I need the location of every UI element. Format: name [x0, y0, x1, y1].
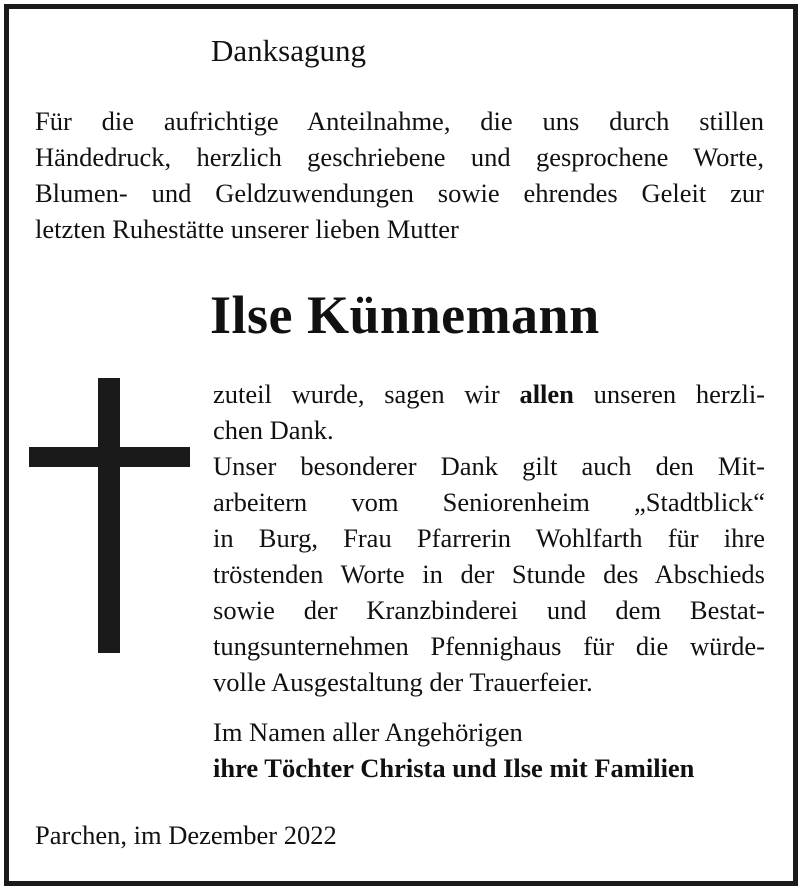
emphasis-allen: allen	[519, 379, 574, 409]
body-line: volle Ausgestaltung der Trauerfeier.	[213, 667, 593, 697]
place-date: Parchen, im Dezember 2022	[35, 820, 337, 850]
body-line-part: zuteil wurde, sagen wir	[213, 379, 520, 409]
cross-icon	[29, 378, 190, 653]
signature-names: ihre Töchter Christa und Ilse mit Familien	[213, 753, 695, 783]
intro-line: Für die aufrichtige Anteilnahme, die uns durch stillen	[35, 106, 764, 136]
intro-line: Händedruck, herzlich geschriebene und gesprochene Worte,	[35, 142, 764, 172]
body-line: arbeitern vom Seniorenheim „Stadtblick“	[213, 487, 765, 517]
deceased-name: Ilse Künnemann	[210, 285, 600, 345]
body-line: sowie der Kranzbinderei und dem Bestat-	[213, 595, 765, 625]
body-line: Unser besonderer Dank gilt auch den Mit-	[213, 451, 765, 481]
signature-intro: Im Namen aller Angehörigen	[213, 717, 523, 747]
cross-horizontal-bar	[29, 447, 190, 467]
body-line: in Burg, Frau Pfarrerin Wohlfarth für ihre	[213, 523, 765, 553]
body-line-part: unseren herzli-	[573, 379, 766, 409]
body-line	[213, 376, 765, 412]
body-line: tungsunternehmen Pfennighaus für die würde-	[213, 631, 765, 661]
intro-line: Blumen- und Geldzuwendungen sowie ehrendes Geleit zur	[35, 178, 764, 208]
intro-text	[35, 103, 764, 247]
body-line: chen Dank.	[213, 415, 334, 445]
body-line: tröstenden Worte in der Stunde des Abschieds	[213, 559, 765, 589]
notice-title: Danksagung	[211, 33, 366, 68]
signature	[213, 714, 694, 786]
body-text	[213, 376, 765, 700]
cross-vertical-bar	[98, 378, 120, 653]
intro-line: letzten Ruhestätte unserer lieben Mutter	[35, 214, 459, 244]
